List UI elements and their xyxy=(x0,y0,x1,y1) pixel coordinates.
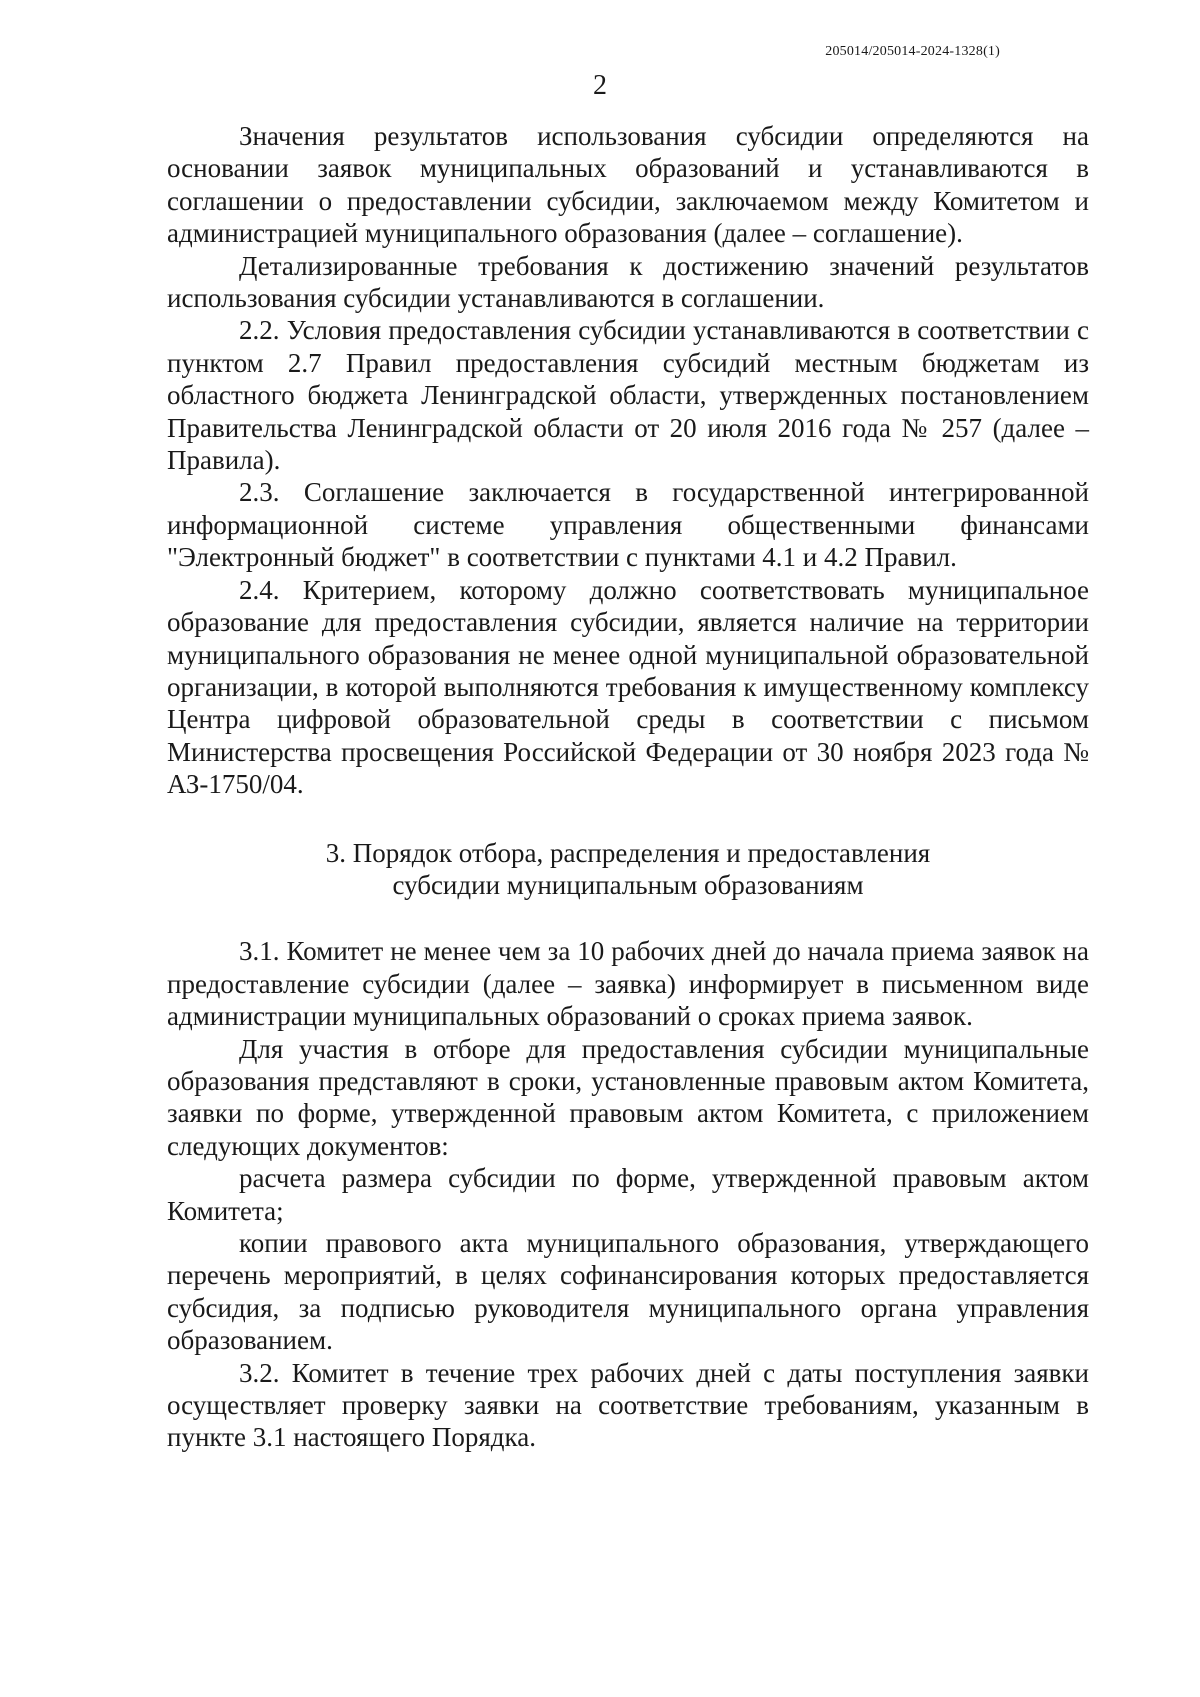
paragraph-2-2-conditions: 2.2. Условия предоставления субсидии устанавливаются в соответствии с пунктом 2.7 Правил предоставления субсидий местным бюджетам из областного бюджета Ленинградской области, утвержденных постановлением Правительства Ленинградской области от 20 июля 2016 года № 257 (далее – Правила). xyxy=(167,315,1089,476)
paragraph-legal-act-copy: копии правового акта муниципального образования, утверждающего перечень мероприятий, в целях софинансирования которых предоставляется субсидия, за подписью руководителя муниципального органа управления образованием. xyxy=(167,1228,1089,1356)
section-title-line-1: 3. Порядок отбора, распределения и предоставления xyxy=(325,837,931,868)
paragraph-2-4-criterion: 2.4. Критерием, которому должно соответствовать муниципальное образование для предоставления субсидии, является наличие на территории муниципального образования не менее одной муниципальной образовательной организации, в которой выполняются требования к имущественному комплексу Центра цифровой образовательной среды в соответствии с письмом Министерства просвещения Российской Федерации от 30 ноября 2023 года № АЗ-1750/04. xyxy=(167,574,1089,800)
page-number: 2 xyxy=(593,70,607,101)
paragraph-3-2-verification: 3.2. Комитет в течение трех рабочих дней с даты поступления заявки осуществляет проверку заявки на соответствие требованиям, указанным в пункте 3.1 настоящего Порядка. xyxy=(167,1357,1089,1453)
paragraph-participation: Для участия в отборе для предоставления субсидии муниципальные образования представляют в сроки, установленные правовым актом Комитета, заявки по форме, утвержденной правовым актом Комитета, с приложением следующих документов: xyxy=(167,1033,1089,1161)
paragraph-subsidy-calculation: расчета размера субсидии по форме, утвержденной правовым актом Комитета; xyxy=(167,1163,1089,1226)
paragraph-results-values: Значения результатов использования субсидии определяются на основании заявок муниципальных образований и устанавливаются в соглашении о предоставлении субсидии, заключаемом между Комитетом и администрацией муниципального образования (далее – соглашение). xyxy=(167,121,1089,249)
paragraph-detailed-requirements: Детализированные требования к достижению значений результатов использования субсидии устанавливаются в соглашении. xyxy=(167,250,1089,314)
document-body xyxy=(167,120,1089,1454)
section-3-title xyxy=(167,837,1089,902)
document-id: 205014/205014-2024-1328(1) xyxy=(825,44,1000,59)
section-title-line-2: субсидии муниципальным образованиям xyxy=(392,869,864,900)
paragraph-2-3-agreement: 2.3. Соглашение заключается в государственной интегрированной информационной системе управления общественными финансами "Электронный бюджет" в соответствии с пунктами 4.1 и 4.2 Правил. xyxy=(167,477,1089,573)
paragraph-3-1-notification: 3.1. Комитет не менее чем за 10 рабочих дней до начала приема заявок на предоставление субсидии (далее – заявка) информирует в письменном виде администрации муниципальных образований о сроках приема заявок. xyxy=(167,936,1089,1032)
